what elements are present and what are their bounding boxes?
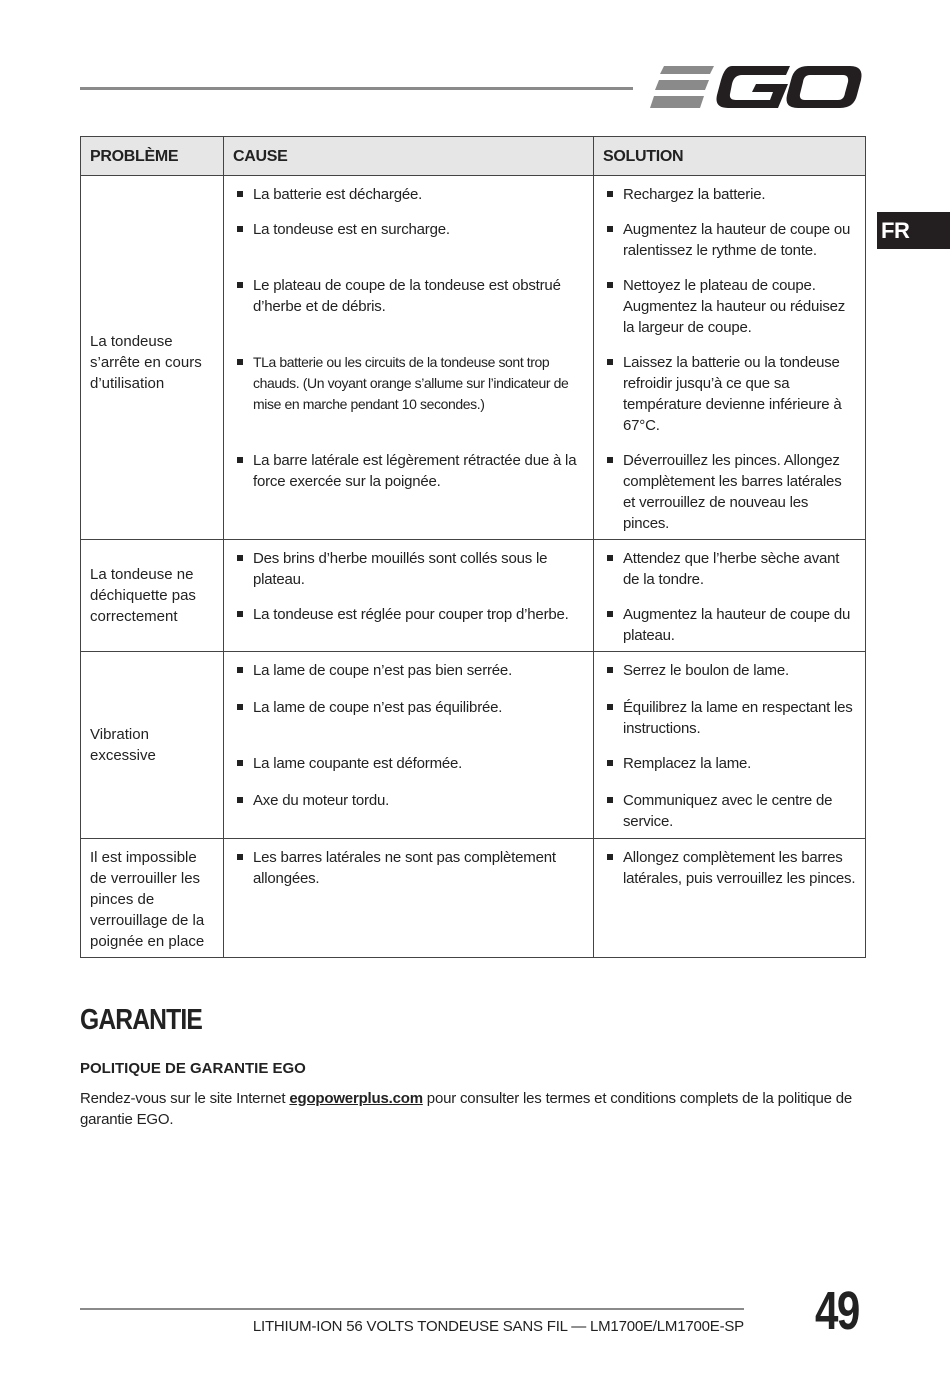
solution-cell [594,540,866,652]
list-item: La batterie est déchargée. [233,184,584,205]
language-tab: FR [877,212,950,249]
header-rule [80,87,633,90]
list-item: Axe du moteur tordu. [233,790,584,811]
problem-cell: Il est impossible de verrouiller les pinces de verrouillage de la poignée en place [81,839,224,958]
list-item: TLa batterie ou les circuits de la tondeuse sont trop chauds. (Un voyant orange s’allume sur l’indicateur de mise en marche pendant 10 secondes.) [233,352,584,436]
header-cause: CAUSE [224,137,594,176]
table-row [81,540,866,652]
cause-cell [224,176,594,540]
cause-cell [224,540,594,652]
header-solution: SOLUTION [594,137,866,176]
list-item: Augmentez la hauteur de coupe ou ralentissez le rythme de tonte. [603,219,856,261]
egopowerplus-link[interactable]: egopowerplus.com [289,1090,423,1107]
list-item: Les barres latérales ne sont pas complètement allongées. [233,847,584,889]
list-item: La tondeuse est réglée pour couper trop d’herbe. [233,604,584,625]
list-item: Communiquez avec le centre de service. [603,790,856,832]
table-row [81,839,866,958]
list-item: La tondeuse est en surcharge. [233,219,584,261]
table-row [81,176,866,540]
list-item: La lame de coupe n’est pas équilibrée. [233,697,584,739]
cause-cell [224,652,594,839]
problem-cell: La tondeuse ne déchiquette pas correctement [81,540,224,652]
page-number: 49 [815,1281,859,1341]
list-item: Des brins d’herbe mouillés sont collés sous le plateau. [233,548,584,590]
policy-title: POLITIQUE DE GARANTIE EGO [80,1060,306,1077]
policy-text: Rendez-vous sur le site Internet egopowerplus.com pour consulter les termes et conditions complets de la politique de garantie EGO. [80,1090,852,1128]
troubleshooting-table [80,136,866,958]
list-item: Allongez complètement les barres latérales, puis verrouillez les pinces. [603,847,856,889]
solution-cell [594,652,866,839]
list-item: La lame de coupe n’est pas bien serrée. [233,660,584,681]
table-header-row [81,137,866,176]
table-row [81,652,866,839]
list-item: Déverrouillez les pinces. Allongez complètement les barres latérales et verrouillez de nouveau les pinces. [603,450,856,534]
problem-cell: Vibration excessive [81,652,224,839]
footer-text: LITHIUM-ION 56 VOLTS TONDEUSE SANS FIL — LM1700E/LM1700E-SP [252,1318,744,1335]
list-item: La lame coupante est déformée. [233,753,584,774]
list-item: Augmentez la hauteur de coupe du plateau. [603,604,856,646]
list-item: La barre latérale est légèrement rétractée due à la force exercée sur la poignée. [233,450,584,492]
list-item: Serrez le boulon de lame. [603,660,856,681]
list-item: Nettoyez le plateau de coupe. Augmentez la hauteur ou réduisez la largeur de coupe. [603,275,856,338]
footer-rule [80,1308,744,1310]
problem-cell: La tondeuse s’arrête en cours d’utilisation [81,176,224,540]
list-item: Laissez la batterie ou la tondeuse refroidir jusqu’à ce que sa température devienne inférieure à 67°C. [603,352,856,436]
list-item: Le plateau de coupe de la tondeuse est obstrué d’herbe et de débris. [233,275,584,338]
list-item: Attendez que l’herbe sèche avant de la tondre. [603,548,856,590]
solution-cell [594,176,866,540]
solution-cell [594,839,866,958]
list-item: Équilibrez la lame en respectant les instructions. [603,697,856,739]
warranty-title: GARANTIE [80,1004,202,1036]
ego-logo [650,60,865,116]
header-probleme: PROBLÈME [81,137,224,176]
list-item: Rechargez la batterie. [603,184,856,205]
list-item: Remplacez la lame. [603,753,856,774]
cause-cell [224,839,594,958]
